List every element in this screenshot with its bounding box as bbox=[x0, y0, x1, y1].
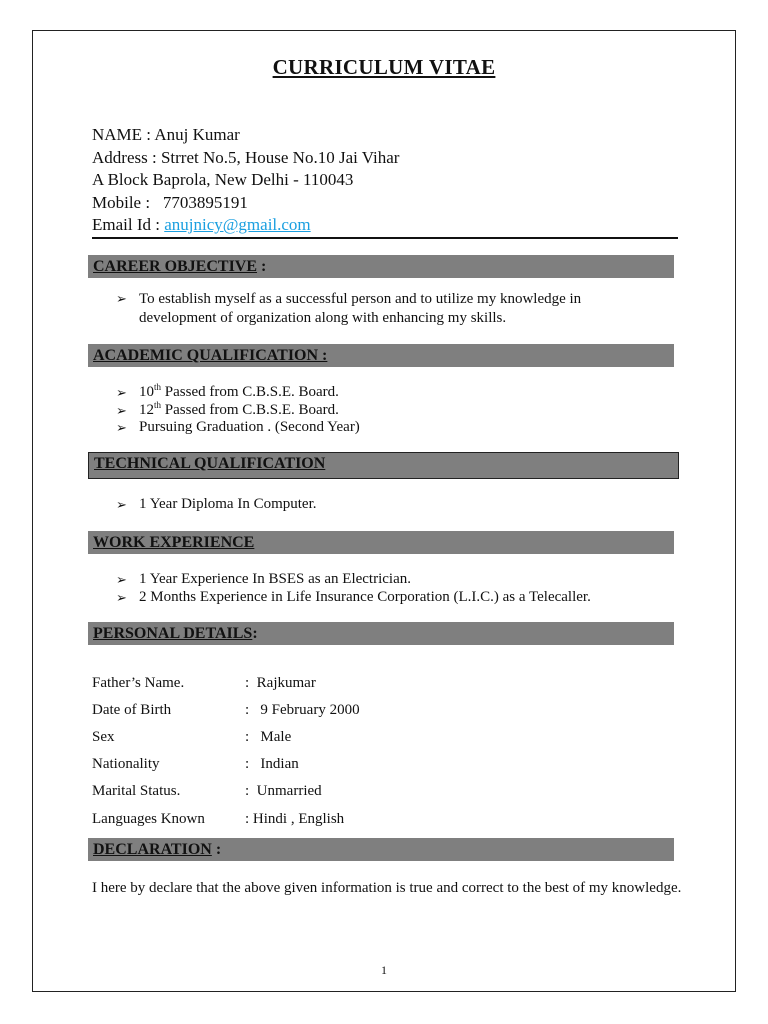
address-line-2: A Block Baprola, New Delhi - 110043 bbox=[92, 170, 354, 189]
arrowhead-bullet-icon: ➢ bbox=[116, 385, 127, 400]
technical-heading-text: TECHNICAL QUALIFICATION bbox=[94, 455, 326, 472]
section-heading-academic bbox=[88, 344, 674, 367]
work-list bbox=[116, 571, 591, 606]
list-item: ➢ 1 Year Diploma In Computer. bbox=[116, 496, 317, 512]
list-item: ➢ Pursuing Graduation . (Second Year) bbox=[116, 419, 360, 435]
section-heading-career-objective bbox=[88, 255, 674, 278]
career-heading-suffix: : bbox=[257, 258, 267, 275]
arrowhead-bullet-icon: ➢ bbox=[116, 402, 127, 418]
email-label: Email Id : bbox=[92, 215, 165, 234]
career-heading-text: CAREER OBJECTIVE bbox=[93, 258, 258, 275]
personal-heading-text: PERSONAL DETAILS bbox=[93, 625, 253, 642]
academic-list bbox=[116, 384, 360, 437]
email-link[interactable]: anujnicy@gmail.com bbox=[164, 215, 311, 234]
declaration-heading-text: DECLARATION bbox=[93, 841, 212, 858]
section-heading-work bbox=[88, 531, 674, 554]
section-heading-technical bbox=[88, 452, 679, 479]
personal-heading-suffix: : bbox=[252, 625, 258, 642]
career-objective-text: To establish myself as a successful person and to utilize my knowledge in development of organization along with enhancing my skills. bbox=[139, 291, 582, 326]
arrowhead-bullet-icon: ➢ bbox=[116, 572, 127, 587]
section-heading-declaration bbox=[88, 838, 674, 861]
work-heading-text: WORK EXPERIENCE bbox=[93, 534, 255, 551]
page-number: 1 bbox=[381, 963, 387, 977]
document-title: CURRICULUM VITAE bbox=[272, 55, 496, 79]
arrowhead-bullet-icon: ➢ bbox=[116, 291, 127, 306]
list-item: ➢ 10th Passed from C.B.S.E. Board. bbox=[116, 382, 339, 400]
declaration-heading-suffix: : bbox=[211, 841, 222, 858]
name-line: NAME : Anuj Kumar bbox=[92, 125, 240, 144]
technical-list bbox=[116, 496, 317, 514]
section-heading-personal bbox=[88, 622, 674, 645]
email-line bbox=[92, 214, 399, 237]
arrowhead-bullet-icon: ➢ bbox=[116, 420, 127, 435]
list-item: ➢ 12th Passed from C.B.S.E. Board. bbox=[116, 399, 339, 418]
address-line-1: Address : Strret No.5, House No.10 Jai Vihar bbox=[92, 147, 400, 167]
arrowhead-bullet-icon: ➢ bbox=[116, 497, 127, 512]
header-rule bbox=[92, 237, 678, 239]
list-item: ➢ 1 Year Experience In BSES as an Electrician. bbox=[116, 571, 411, 587]
list-item: ➢ 2 Months Experience in Life Insurance Corporation (L.I.C.) as a Telecaller. bbox=[116, 588, 591, 605]
contact-block bbox=[92, 124, 399, 237]
academic-heading-text: ACADEMIC QUALIFICATION : bbox=[93, 347, 328, 364]
mobile-line: Mobile : 7703895191 bbox=[92, 192, 248, 212]
arrowhead-bullet-icon: ➢ bbox=[116, 589, 127, 605]
declaration-text: I here by declare that the above given information is true and correct to the best of my knowledge. bbox=[92, 880, 682, 896]
